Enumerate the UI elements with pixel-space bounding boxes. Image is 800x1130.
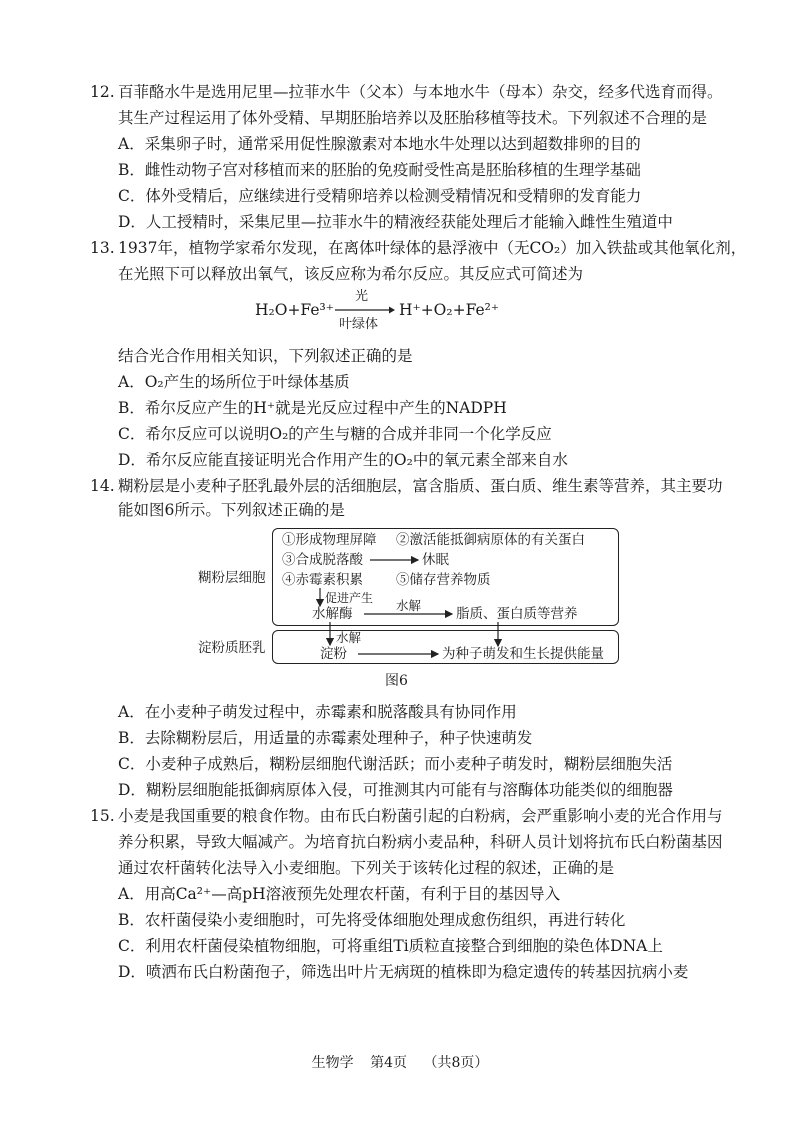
question-15-option-a: A．用高Ca²⁺—高pH溶液预先处理农杆菌，有利于目的基因导入: [118, 885, 561, 903]
function-1: ①形成物理屏障: [282, 532, 377, 548]
question-13-option-d: D．希尔反应能直接证明光合作用产生的O₂中的氧元素全部来自水: [118, 451, 568, 469]
footer-subject: 生物学: [311, 1055, 354, 1071]
question-13-number: 13.: [90, 239, 115, 257]
question-13-option-a: A．O₂产生的场所位于叶绿体基质: [118, 373, 350, 391]
question-15-option-b: B．农杆菌侵染小麦细胞时，可先将受体细胞处理成愈伤组织，再进行转化: [118, 911, 626, 929]
question-14-option-d: D．糊粉层细胞能抵御病原体入侵，可推测其内可能有与溶酶体功能类似的细胞器: [118, 781, 673, 799]
hydrolase-label: 水解酶: [312, 606, 353, 622]
label-starchy-endosperm: 淀粉质胚乳: [198, 640, 266, 656]
equation-products: H⁺+O₂+Fe²⁺: [399, 301, 500, 319]
question-14-stem-line2: 能如图6所示。下列叙述正确的是: [118, 501, 345, 519]
function-2: ②激活能抵御病原体的有关蛋白: [396, 532, 585, 548]
question-12-stem-line2: 其生产过程运用了体外受精、早期胚胎培养以及胚胎移植等技术。下列叙述不合理的是: [118, 109, 708, 127]
question-15-number: 15.: [90, 807, 115, 825]
function-3: ③合成脱落酸: [282, 552, 363, 568]
figure-arrows: [198, 526, 678, 676]
question-12-option-b: B．雌性动物子宫对移植而来的胚胎的免疫耐受性高是胚胎移植的生理学基础: [118, 161, 641, 179]
question-14-option-c: C．小麦种子成熟后，糊粉层细胞代谢活跃；而小麦种子萌发时，糊粉层细胞失活: [118, 755, 673, 773]
question-12-stem-line1: 百菲酪水牛是选用尼里—拉菲水牛（父本）与本地水牛（母本）杂交，经多代选育而得。: [118, 83, 723, 101]
page-footer: [0, 1052, 800, 1072]
equation-condition-chloroplast: 叶绿体: [339, 317, 379, 332]
hydrolysis-label-2: 水解: [336, 630, 362, 645]
question-14-option-b: B．去除糊粉层后，用适量的赤霉素处理种子，种子快速萌发: [118, 729, 533, 747]
question-15-stem-line2: 养分积累，导致大幅减产。为培育抗白粉病小麦品种，科研人员计划将抗布氏白粉菌基因: [118, 833, 723, 851]
label-aleurone-cells: 糊粉层细胞: [198, 570, 266, 586]
starch-label: 淀粉: [320, 646, 347, 662]
question-14-stem-line1: 糊粉层是小麦种子胚乳最外层的活细胞层，富含脂质、蛋白质、维生素等营养，其主要功: [118, 477, 723, 495]
figure-6-aleurone-diagram: [198, 526, 678, 676]
question-13-stem-line1: 1937年，植物学家希尔发现，在离体叶绿体的悬浮液中（无CO₂）加入铁盐或其他氧化剂，: [118, 239, 747, 257]
footer-total-pages: （共8页）: [423, 1055, 489, 1071]
question-12-option-d: D．人工授精时，采集尼里—拉菲水牛的精液经获能处理后才能输入雌性生殖道中: [118, 213, 673, 231]
footer-page-number: 第4页: [370, 1055, 407, 1071]
equation-condition-light: 光: [355, 289, 369, 304]
question-13-stem-line3: 结合光合作用相关知识，下列叙述正确的是: [118, 347, 413, 365]
equation-reactants: H₂O+Fe³⁺: [255, 301, 334, 319]
question-12-number: 12.: [90, 83, 115, 101]
question-14-number: 14.: [90, 477, 115, 495]
question-15-option-c: C．利用农杆菌侵染植物细胞，可将重组Ti质粒直接整合到细胞的染色体DNA上: [118, 937, 663, 955]
hydrolysis-label-1: 水解: [396, 598, 422, 613]
nutrients-label: 脂质、蛋白质等营养: [456, 606, 578, 622]
question-15-option-d: D．喷洒布氏白粉菌孢子，筛选出叶片无病斑的植株即为稳定遗传的转基因抗病小麦: [118, 963, 689, 981]
energy-label: 为种子萌发和生长提供能量: [442, 646, 604, 662]
question-15-stem-line3: 通过农杆菌转化法导入小麦细胞。下列关于该转化过程的叙述，正确的是: [118, 859, 615, 877]
question-14-option-a: A．在小麦种子萌发过程中，赤霉素和脱落酸具有协同作用: [118, 703, 517, 721]
question-12-option-a: A．采集卵子时，通常采用促性腺激素对本地水牛处理以达到超数排卵的目的: [118, 135, 641, 153]
function-4: ④赤霉素积累: [282, 572, 363, 588]
function-5: ⑤储存营养物质: [396, 572, 491, 588]
question-13-option-c: C．希尔反应可以说明O₂的产生与糖的合成并非同一个化学反应: [118, 425, 552, 443]
promote-label: 促进产生: [325, 591, 374, 605]
dormancy-label: 休眠: [422, 552, 449, 568]
question-15-stem-line1: 小麦是我国重要的粮食作物。由布氏白粉菌引起的白粉病，会严重影响小麦的光合作用与: [118, 807, 723, 825]
figure-6-caption: 图6: [385, 673, 408, 689]
question-13-option-b: B．希尔反应产生的H⁺就是光反应过程中产生的NADPH: [118, 399, 507, 417]
question-13-stem-line2: 在光照下可以释放出氧气，该反应称为希尔反应。其反应式可简述为: [118, 265, 584, 283]
question-12-option-c: C．体外受精后，应继续进行受精卵培养以检测受精情况和受精卵的发育能力: [118, 187, 642, 205]
